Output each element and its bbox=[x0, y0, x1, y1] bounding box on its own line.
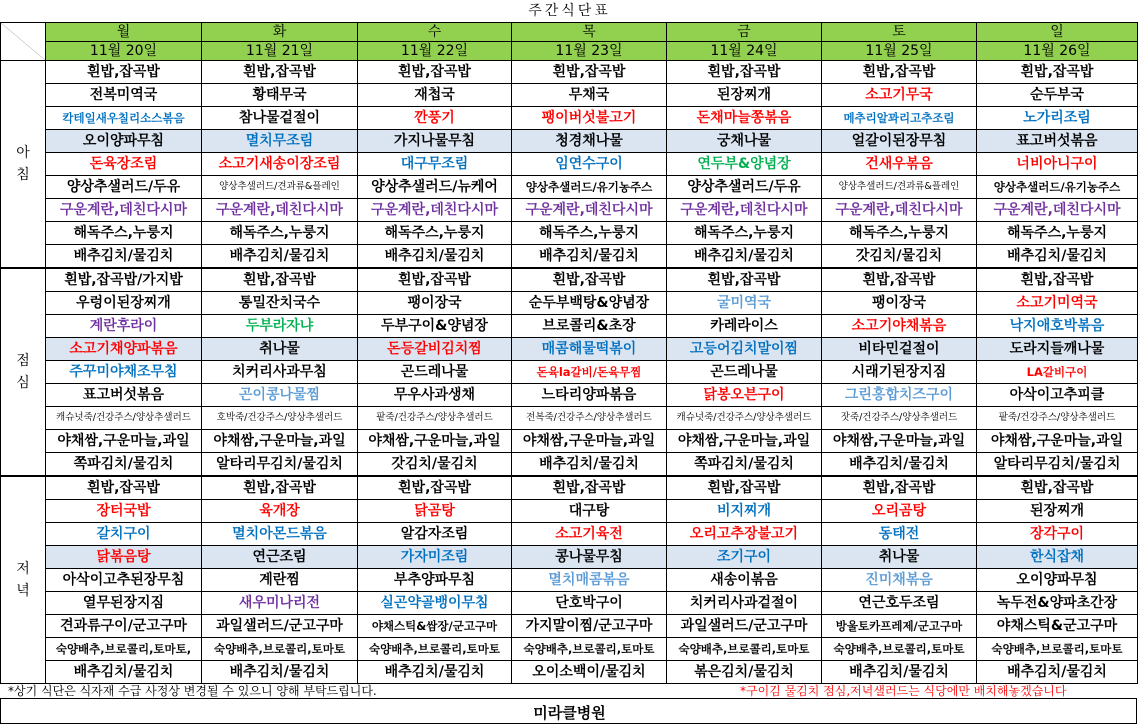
menu-item: 배추김치/물김치 bbox=[202, 245, 358, 269]
menu-row bbox=[1, 638, 1138, 661]
menu-item: 흰밥,잡곡밥 bbox=[822, 268, 977, 292]
menu-item: 흰밥,잡곡밥 bbox=[46, 61, 202, 84]
menu-item: 노가리조림 bbox=[977, 107, 1138, 130]
menu-item: 돈등갈비김치찜 bbox=[358, 338, 512, 361]
menu-item: 장각구이 bbox=[977, 523, 1138, 546]
menu-item: 볶은김치/물김치 bbox=[667, 661, 822, 684]
menu-item: 깐풍기 bbox=[358, 107, 512, 130]
menu-row bbox=[1, 130, 1138, 153]
menu-item: 소고기미역국 bbox=[977, 292, 1138, 315]
menu-item: 비타민겉절이 bbox=[822, 338, 977, 361]
menu-item: 연두부&양념장 bbox=[667, 153, 822, 176]
day-header: 일 bbox=[977, 23, 1138, 42]
menu-item: 오리고추장불고기 bbox=[667, 523, 822, 546]
menu-item: 무우사과생채 bbox=[358, 384, 512, 407]
menu-item: 소고기새송이장조림 bbox=[202, 153, 358, 176]
menu-item: 소고기채양파볶음 bbox=[46, 338, 202, 361]
menu-item: 견과류구이/군고구마 bbox=[46, 615, 202, 638]
weekly-menu-table bbox=[0, 22, 1138, 684]
menu-item: 흰밥,잡곡밥 bbox=[358, 268, 512, 292]
menu-item: 흰밥,잡곡밥 bbox=[358, 61, 512, 84]
menu-item: 알감자조림 bbox=[358, 523, 512, 546]
menu-item: 매콤해물떡볶이 bbox=[512, 338, 667, 361]
menu-row bbox=[1, 199, 1138, 222]
menu-item: 카레라이스 bbox=[667, 315, 822, 338]
menu-item: 소고기무국 bbox=[822, 84, 977, 107]
date-header: 11월 24일 bbox=[667, 42, 822, 61]
day-header: 토 bbox=[822, 23, 977, 42]
menu-row bbox=[1, 315, 1138, 338]
menu-item: 해독주스,누룽지 bbox=[512, 222, 667, 245]
menu-item: 부추양파무침 bbox=[358, 569, 512, 592]
menu-row bbox=[1, 222, 1138, 245]
menu-row bbox=[1, 407, 1138, 430]
menu-item: 숙양배추,브로콜리,토마토 bbox=[667, 638, 822, 661]
menu-item: 쪽파김치/물김치 bbox=[667, 453, 822, 477]
menu-item: 가지나물무침 bbox=[358, 130, 512, 153]
menu-item: 멸치아몬드볶음 bbox=[202, 523, 358, 546]
menu-item: 돈육la갈비/돈육무찜 bbox=[512, 361, 667, 384]
day-header: 목 bbox=[512, 23, 667, 42]
menu-item: 숙양배추,브로콜리,토마토 bbox=[512, 638, 667, 661]
date-header: 11월 20일 bbox=[46, 42, 202, 61]
menu-row bbox=[1, 453, 1138, 477]
menu-item: 쪽파김치/물김치 bbox=[46, 453, 202, 477]
menu-item: 배추김치/물김치 bbox=[358, 661, 512, 684]
corner-cell bbox=[1, 23, 46, 61]
menu-item: 소고기육전 bbox=[512, 523, 667, 546]
menu-item: 열무된장지짐 bbox=[46, 592, 202, 615]
menu-item: 새송이볶음 bbox=[667, 569, 822, 592]
menu-item: 배추김치/물김치 bbox=[46, 661, 202, 684]
menu-item: 양상추샐러드/두유 bbox=[667, 176, 822, 199]
menu-row bbox=[1, 615, 1138, 638]
menu-item: 브로콜리&초장 bbox=[512, 315, 667, 338]
menu-row bbox=[1, 430, 1138, 453]
menu-item: 취나물 bbox=[202, 338, 358, 361]
menu-item: 연근조림 bbox=[202, 546, 358, 569]
menu-item: 야채스틱&쌈장/군고구마 bbox=[358, 615, 512, 638]
menu-item: 닭곰탕 bbox=[358, 500, 512, 523]
menu-item: 팽이장국 bbox=[822, 292, 977, 315]
menu-item: 곤드레나물 bbox=[667, 361, 822, 384]
menu-item: 오리곰탕 bbox=[822, 500, 977, 523]
menu-item: 표고버섯볶음 bbox=[46, 384, 202, 407]
menu-item: 배추김치/물김치 bbox=[977, 661, 1138, 684]
hospital-name: 미라클병원 bbox=[533, 704, 606, 722]
menu-item: 곤드레나물 bbox=[358, 361, 512, 384]
menu-item: 너비아니구이 bbox=[977, 153, 1138, 176]
menu-item: 흰밥,잡곡밥 bbox=[358, 476, 512, 500]
menu-item: 흰밥,잡곡밥 bbox=[202, 61, 358, 84]
menu-item: 야채쌈,구운마늘,과일 bbox=[46, 430, 202, 453]
meal-label bbox=[1, 268, 46, 476]
menu-item: 계란찜 bbox=[202, 569, 358, 592]
menu-item: 흰밥,잡곡밥 bbox=[512, 61, 667, 84]
menu-item: 고등어김치말이찜 bbox=[667, 338, 822, 361]
menu-item: 한식잡채 bbox=[977, 546, 1138, 569]
menu-item: 돈채마늘쫑볶음 bbox=[667, 107, 822, 130]
notice-left: *상기 식단은 식자재 수급 사정상 변경될 수 있으니 양해 부탁드립니다. bbox=[8, 684, 377, 698]
menu-row bbox=[1, 592, 1138, 615]
menu-item: 아삭이고추피클 bbox=[977, 384, 1138, 407]
menu-item: 메추리알꽈리고추조림 bbox=[822, 107, 977, 130]
page-title: 주간식단표 bbox=[528, 3, 611, 19]
menu-item: 갓김치/물김치 bbox=[358, 453, 512, 477]
menu-item: 재첩국 bbox=[358, 84, 512, 107]
menu-item: 배추김치/물김치 bbox=[358, 245, 512, 269]
menu-row bbox=[1, 153, 1138, 176]
menu-item: 양상추샐러드/견과류&플레인 bbox=[202, 176, 358, 199]
menu-item: 순두부백탕&양념장 bbox=[512, 292, 667, 315]
menu-item: 양상추샐러드/유기농주스 bbox=[977, 176, 1138, 199]
menu-item: 낙지애호박볶음 bbox=[977, 315, 1138, 338]
menu-item: 캐슈넛죽/건강주스/양상추샐러드 bbox=[46, 407, 202, 430]
menu-item: 대구무조림 bbox=[358, 153, 512, 176]
menu-item: 과일샐러드/군고구마 bbox=[667, 615, 822, 638]
menu-item: 배추김치/물김치 bbox=[667, 245, 822, 269]
menu-item: 무채국 bbox=[512, 84, 667, 107]
menu-item: 동태전 bbox=[822, 523, 977, 546]
menu-row bbox=[1, 61, 1138, 84]
menu-item: 캐슈넛죽/건강주스/양상추샐러드 bbox=[667, 407, 822, 430]
menu-item: 팽이장국 bbox=[358, 292, 512, 315]
menu-item: 구운계란,데친다시마 bbox=[202, 199, 358, 222]
menu-item: 대구탕 bbox=[512, 500, 667, 523]
menu-item: 구운계란,데친다시마 bbox=[46, 199, 202, 222]
menu-item: 구운계란,데친다시마 bbox=[358, 199, 512, 222]
menu-item: 단호박구이 bbox=[512, 592, 667, 615]
menu-row bbox=[1, 361, 1138, 384]
menu-row bbox=[1, 338, 1138, 361]
menu-item: 양상추샐러드/뉴케어 bbox=[358, 176, 512, 199]
menu-item: 소고기야채볶음 bbox=[822, 315, 977, 338]
menu-item: 느타리양파볶음 bbox=[512, 384, 667, 407]
menu-item: 팽이버섯불고기 bbox=[512, 107, 667, 130]
menu-item: 표고버섯볶음 bbox=[977, 130, 1138, 153]
menu-item: 흰밥,잡곡밥 bbox=[822, 61, 977, 84]
menu-item: 양상추샐러드/두유 bbox=[46, 176, 202, 199]
menu-item: 새우미나리전 bbox=[202, 592, 358, 615]
menu-item: 양상추샐러드/견과류&플레인 bbox=[822, 176, 977, 199]
menu-item: 통밀잔치국수 bbox=[202, 292, 358, 315]
menu-item: 흰밥,잡곡밥 bbox=[512, 268, 667, 292]
menu-item: 육개장 bbox=[202, 500, 358, 523]
menu-item: 닭봉오븐구이 bbox=[667, 384, 822, 407]
menu-item: 멸치무조림 bbox=[202, 130, 358, 153]
date-header: 11월 21일 bbox=[202, 42, 358, 61]
menu-item: 콩나물무침 bbox=[512, 546, 667, 569]
menu-item: 계란후라이 bbox=[46, 315, 202, 338]
menu-item: 흰밥,잡곡밥 bbox=[977, 476, 1138, 500]
menu-item: 흰밥,잡곡밥 bbox=[667, 476, 822, 500]
menu-item: 흰밥,잡곡밥 bbox=[512, 476, 667, 500]
menu-item: 닭볶음탕 bbox=[46, 546, 202, 569]
notice-right: *구이김 물김치 점심,저녁샐러드는 식당에만 배치해놓겠습니다 bbox=[740, 684, 1067, 698]
menu-item: 갓김치/물김치 bbox=[822, 245, 977, 269]
date-header: 11월 25일 bbox=[822, 42, 977, 61]
menu-row bbox=[1, 523, 1138, 546]
menu-item: 숙양배추,브로콜리,토마토 bbox=[358, 638, 512, 661]
menu-item: 황태무국 bbox=[202, 84, 358, 107]
menu-item: 흰밥,잡곡밥 bbox=[977, 61, 1138, 84]
menu-item: 오이소백이/물김치 bbox=[512, 661, 667, 684]
menu-item: 전복미역국 bbox=[46, 84, 202, 107]
menu-item: 된장찌개 bbox=[977, 500, 1138, 523]
menu-item: 숙양배추,브로콜리,토마토, bbox=[46, 638, 202, 661]
menu-item: 흰밥,잡곡밥 bbox=[202, 268, 358, 292]
menu-item: 시래기된장지짐 bbox=[822, 361, 977, 384]
meal-label-text: 점심 bbox=[16, 353, 30, 391]
menu-item: 숙양배추,브로콜리,토마토 bbox=[202, 638, 358, 661]
menu-item: 해독주스,누룽지 bbox=[358, 222, 512, 245]
menu-item: 비지찌개 bbox=[667, 500, 822, 523]
menu-item: 해독주스,누룽지 bbox=[977, 222, 1138, 245]
menu-item: 멸치매콤볶음 bbox=[512, 569, 667, 592]
menu-item: 치커리사과겉절이 bbox=[667, 592, 822, 615]
menu-item: 배추김치/물김치 bbox=[822, 661, 977, 684]
menu-item: 실곤약골뱅이무침 bbox=[358, 592, 512, 615]
menu-item: 흰밥,잡곡밥 bbox=[667, 268, 822, 292]
menu-item: 갈치구이 bbox=[46, 523, 202, 546]
menu-item: 흰밥,잡곡밥/가지밥 bbox=[46, 268, 202, 292]
menu-item: 그린홍합치즈구이 bbox=[822, 384, 977, 407]
meal-label-text: 아침 bbox=[16, 145, 30, 183]
menu-item: 구운계란,데친다시마 bbox=[512, 199, 667, 222]
menu-item: 전복죽/건강주스/양상추샐러드 bbox=[512, 407, 667, 430]
menu-item: 팥죽/건강주스/양상추샐러드 bbox=[977, 407, 1138, 430]
meal-label bbox=[1, 61, 46, 269]
menu-item: 구운계란,데친다시마 bbox=[822, 199, 977, 222]
menu-item: 도라지들깨나물 bbox=[977, 338, 1138, 361]
menu-item: 야채쌈,구운마늘,과일 bbox=[358, 430, 512, 453]
menu-row bbox=[1, 476, 1138, 500]
menu-row bbox=[1, 84, 1138, 107]
menu-item: 연근호두조림 bbox=[822, 592, 977, 615]
menu-item: 숙양배추,브로콜리,토마토 bbox=[977, 638, 1138, 661]
menu-item: 진미채볶음 bbox=[822, 569, 977, 592]
menu-item: 잣죽/건강주스/양상추샐러드 bbox=[822, 407, 977, 430]
menu-item: 알타리무김치/물김치 bbox=[977, 453, 1138, 477]
menu-item: 과일샐러드/군고구마 bbox=[202, 615, 358, 638]
menu-item: 흰밥,잡곡밥 bbox=[667, 61, 822, 84]
menu-item: LA갈비구이 bbox=[977, 361, 1138, 384]
menu-row bbox=[1, 292, 1138, 315]
menu-row bbox=[1, 268, 1138, 292]
menu-item: 알타리무김치/물김치 bbox=[202, 453, 358, 477]
menu-item: 야채쌈,구운마늘,과일 bbox=[977, 430, 1138, 453]
menu-item: 장터국밥 bbox=[46, 500, 202, 523]
menu-item: 구운계란,데친다시마 bbox=[667, 199, 822, 222]
menu-item: 해독주스,누룽지 bbox=[46, 222, 202, 245]
menu-item: 숙양배추,브로콜리,토마토 bbox=[822, 638, 977, 661]
menu-item: 주꾸미야채조무침 bbox=[46, 361, 202, 384]
menu-item: 건새우볶음 bbox=[822, 153, 977, 176]
menu-item: 배추김치/물김치 bbox=[512, 453, 667, 477]
menu-item: 임연수구이 bbox=[512, 153, 667, 176]
menu-item: 야채스틱&군고구마 bbox=[977, 615, 1138, 638]
menu-item: 얼갈이된장무침 bbox=[822, 130, 977, 153]
menu-item: 해독주스,누룽지 bbox=[822, 222, 977, 245]
menu-item: 배추김치/물김치 bbox=[46, 245, 202, 269]
menu-item: 야채쌈,구운마늘,과일 bbox=[512, 430, 667, 453]
menu-item: 조기구이 bbox=[667, 546, 822, 569]
menu-item: 두부라자냐 bbox=[202, 315, 358, 338]
menu-item: 취나물 bbox=[822, 546, 977, 569]
day-header: 월 bbox=[46, 23, 202, 42]
menu-item: 배추김치/물김치 bbox=[977, 245, 1138, 269]
meal-label-text: 저녁 bbox=[16, 561, 30, 599]
menu-row bbox=[1, 569, 1138, 592]
day-header: 금 bbox=[667, 23, 822, 42]
menu-item: 방울토카프레제/군고구마 bbox=[822, 615, 977, 638]
menu-row bbox=[1, 384, 1138, 407]
menu-item: 우렁이된장찌개 bbox=[46, 292, 202, 315]
menu-row bbox=[1, 245, 1138, 269]
menu-item: 해독주스,누룽지 bbox=[202, 222, 358, 245]
menu-item: 야채쌈,구운마늘,과일 bbox=[202, 430, 358, 453]
menu-item: 칵테일새우칠리소스볶음 bbox=[46, 107, 202, 130]
meal-label bbox=[1, 476, 46, 684]
menu-item: 흰밥,잡곡밥 bbox=[46, 476, 202, 500]
date-header: 11월 26일 bbox=[977, 42, 1138, 61]
menu-item: 흰밥,잡곡밥 bbox=[822, 476, 977, 500]
day-header: 수 bbox=[358, 23, 512, 42]
menu-item: 궁채나물 bbox=[667, 130, 822, 153]
menu-item: 가지말이찜/군고구마 bbox=[512, 615, 667, 638]
menu-item: 녹두전&양파초간장 bbox=[977, 592, 1138, 615]
menu-item: 해독주스,누룽지 bbox=[667, 222, 822, 245]
menu-item: 배추김치/물김치 bbox=[822, 453, 977, 477]
menu-item: 참나물겉절이 bbox=[202, 107, 358, 130]
menu-row bbox=[1, 107, 1138, 130]
day-header: 화 bbox=[202, 23, 358, 42]
menu-row bbox=[1, 546, 1138, 569]
menu-item: 순두부국 bbox=[977, 84, 1138, 107]
menu-item: 오이양파무침 bbox=[977, 569, 1138, 592]
menu-item: 된장찌개 bbox=[667, 84, 822, 107]
menu-item: 돈육장조림 bbox=[46, 153, 202, 176]
date-header: 11월 23일 bbox=[512, 42, 667, 61]
menu-item: 구운계란,데친다시마 bbox=[977, 199, 1138, 222]
menu-item: 아삭이고추된장무침 bbox=[46, 569, 202, 592]
date-header: 11월 22일 bbox=[358, 42, 512, 61]
menu-item: 배추김치/물김치 bbox=[512, 245, 667, 269]
menu-item: 흰밥,잡곡밥 bbox=[202, 476, 358, 500]
menu-item: 청경채나물 bbox=[512, 130, 667, 153]
menu-item: 야채쌈,구운마늘,과일 bbox=[822, 430, 977, 453]
menu-item: 굴미역국 bbox=[667, 292, 822, 315]
menu-item: 치커리사과무침 bbox=[202, 361, 358, 384]
menu-row bbox=[1, 176, 1138, 199]
menu-item: 팥죽/건강주스/양상추샐러드 bbox=[358, 407, 512, 430]
menu-item: 호박죽/건강주스/양상추샐러드 bbox=[202, 407, 358, 430]
menu-item: 흰밥,잡곡밥 bbox=[977, 268, 1138, 292]
menu-item: 오이양파무침 bbox=[46, 130, 202, 153]
menu-row bbox=[1, 500, 1138, 523]
menu-item: 곤이콩나물찜 bbox=[202, 384, 358, 407]
menu-row bbox=[1, 661, 1138, 684]
menu-item: 야채쌈,구운마늘,과일 bbox=[667, 430, 822, 453]
menu-item: 두부구이&양념장 bbox=[358, 315, 512, 338]
menu-item: 배추김치/물김치 bbox=[202, 661, 358, 684]
menu-item: 가자미조림 bbox=[358, 546, 512, 569]
menu-item: 양상추샐러드/유기농주스 bbox=[512, 176, 667, 199]
